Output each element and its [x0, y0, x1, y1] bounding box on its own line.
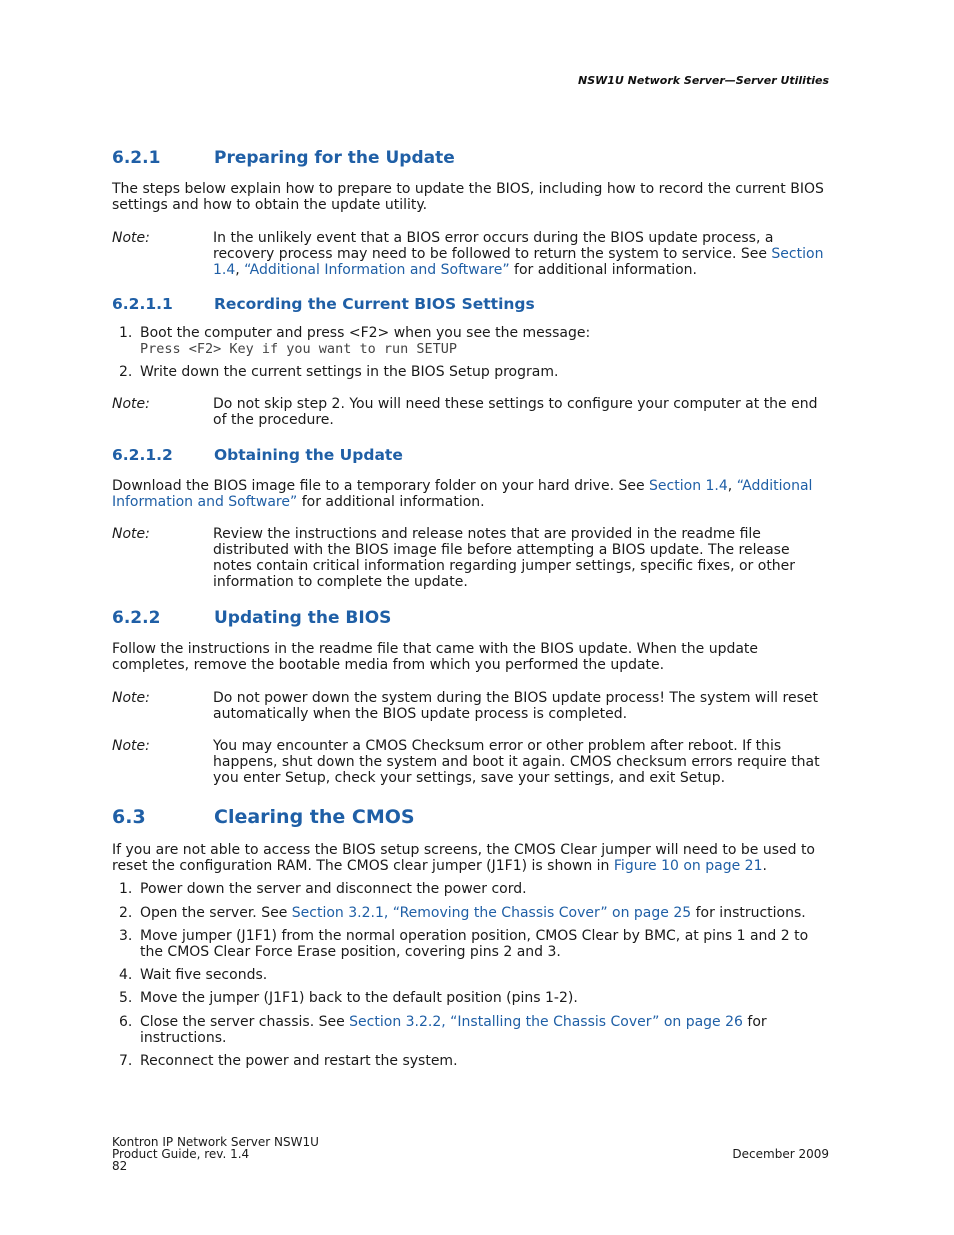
list-text: Boot the computer and press <F2> when you see the message: [140, 325, 591, 341]
link-section-1-4[interactable]: Section 1.4 [213, 246, 824, 278]
list-number: 6. [119, 1014, 133, 1030]
list-number: 2. [119, 905, 133, 921]
heading-number: 6.2.1.1 [112, 295, 173, 313]
paragraph-separator: , [727, 478, 737, 494]
list-text-part: for instructions. [691, 905, 806, 921]
note [112, 230, 832, 278]
footer-left [112, 1136, 319, 1172]
list-number: 2. [119, 364, 133, 380]
note-text: You may encounter a CMOS Checksum error or other problem after reboot. If this happens, shut down the system and boot it again. CMOS checksum errors require that you enter Setup, check your settings, save your settings, and exit Setup. [213, 738, 820, 786]
heading-number: 6.3 [112, 806, 146, 828]
note-text [213, 230, 832, 278]
list-item [112, 1053, 832, 1069]
heading-title: Obtaining the Update [214, 446, 403, 464]
note [112, 396, 832, 428]
list-item [112, 1014, 832, 1046]
list-item [112, 990, 832, 1006]
list-item [112, 881, 832, 897]
list-number: 5. [119, 990, 133, 1006]
note-label: Note: [112, 738, 150, 754]
heading-number: 6.2.2 [112, 608, 161, 628]
heading-6-2-1-1 [112, 295, 535, 313]
footer-guide: Product Guide, rev. 1.4 [112, 1147, 250, 1161]
note [112, 526, 832, 590]
heading-6-2-2 [112, 608, 391, 628]
paragraph-part: If you are not able to access the BIOS setup screens, the CMOS Clear jumper will need to be used to reset the configuration RAM. The CMOS clear jumper (J1F1) is shown in [112, 842, 815, 874]
list-item [112, 364, 832, 380]
note-text: Do not power down the system during the BIOS update process! The system will reset automatically when the BIOS update process is completed. [213, 690, 818, 722]
paragraph-part: Download the BIOS image file to a temporary folder on your hard drive. See [112, 478, 650, 494]
code-message: Press <F2> Key if you want to run SETUP [140, 341, 457, 357]
paragraph [112, 842, 832, 874]
note-label: Note: [112, 396, 150, 412]
note-label: Note: [112, 230, 150, 246]
list-text: Move the jumper (J1F1) back to the default position (pins 1-2). [140, 990, 578, 1006]
link-additional-info[interactable]: “Additional Information and Software” [112, 478, 813, 510]
list-text-part: for instructions. [140, 1014, 767, 1046]
paragraph [112, 478, 832, 510]
note-label: Note: [112, 526, 150, 542]
heading-title: Clearing the CMOS [214, 806, 415, 828]
heading-number: 6.2.1.2 [112, 446, 173, 464]
list-item [112, 905, 832, 921]
heading-title: Updating the BIOS [214, 608, 392, 628]
list-text-part: Close the server chassis. See [140, 1014, 350, 1030]
link-section-3-2-1[interactable]: Section 3.2.1, “Removing the Chassis Cover” on page 25 [291, 905, 692, 921]
footer-page-number: 82 [112, 1159, 128, 1173]
link-section-3-2-2[interactable]: Section 3.2.2, “Installing the Chassis Cover” on page 26 [349, 1014, 743, 1030]
link-figure-10[interactable]: Figure 10 on page 21 [613, 858, 763, 874]
heading-title: Recording the Current BIOS Settings [214, 295, 535, 313]
paragraph: Follow the instructions in the readme file that came with the BIOS update. When the update completes, remove the bootable media from which you performed the update. [112, 641, 759, 673]
link-additional-info[interactable]: “Additional Information and Software” [244, 262, 510, 278]
note-label: Note: [112, 690, 150, 706]
heading-number: 6.2.1 [112, 148, 161, 168]
list-item [112, 928, 832, 960]
list-text [140, 1014, 832, 1046]
list-text-part: Open the server. See [140, 905, 292, 921]
link-section-1-4[interactable]: Section 1.4 [649, 478, 728, 494]
paragraph: The steps below explain how to prepare to update the BIOS, including how to record the current BIOS settings and how to obtain the update utility. [112, 181, 824, 213]
footer-product: Kontron IP Network Server NSW1U [112, 1135, 319, 1149]
list-item [112, 325, 832, 357]
running-header: NSW1U Network Server—Server Utilities [578, 74, 829, 87]
list-number: 3. [119, 928, 133, 944]
list-number: 4. [119, 967, 133, 983]
note [112, 690, 832, 722]
heading-6-3 [112, 806, 415, 828]
list-text [140, 905, 832, 921]
list-number: 1. [119, 881, 133, 897]
list-text: Reconnect the power and restart the system. [140, 1053, 458, 1069]
note-text-part: In the unlikely event that a BIOS error occurs during the BIOS update process, a recovery process may need to be followed to return the system to service. See [213, 230, 774, 262]
list-text: Write down the current settings in the BIOS Setup program. [140, 364, 559, 380]
list-number: 7. [119, 1053, 133, 1069]
note-text: Do not skip step 2. You will need these settings to configure your computer at the end of the procedure. [213, 396, 818, 428]
note [112, 738, 832, 786]
list-text: Power down the server and disconnect the power cord. [140, 881, 527, 897]
heading-6-2-1-2 [112, 446, 403, 464]
note-text-separator: , [235, 262, 245, 278]
heading-6-2-1 [112, 148, 455, 168]
list-text: Wait five seconds. [140, 967, 268, 983]
paragraph-part: . [762, 858, 767, 874]
list-text: Move jumper (J1F1) from the normal operation position, CMOS Clear by BMC, at pins 1 and 2 to the CMOS Clear Force Erase position, covering pins 2 and 3. [140, 928, 809, 960]
heading-title: Preparing for the Update [214, 148, 455, 168]
list-item [112, 967, 832, 983]
list-number: 1. [119, 325, 133, 341]
note-text: Review the instructions and release notes that are provided in the readme file distributed with the BIOS image file before attempting a BIOS update. The release notes contain critical information regarding jumper settings, specific fixes, or other information to complete the update. [213, 526, 796, 590]
note-text-part: for additional information. [509, 262, 697, 278]
paragraph-part: for additional information. [297, 494, 485, 510]
footer-date: December 2009 [732, 1147, 829, 1161]
